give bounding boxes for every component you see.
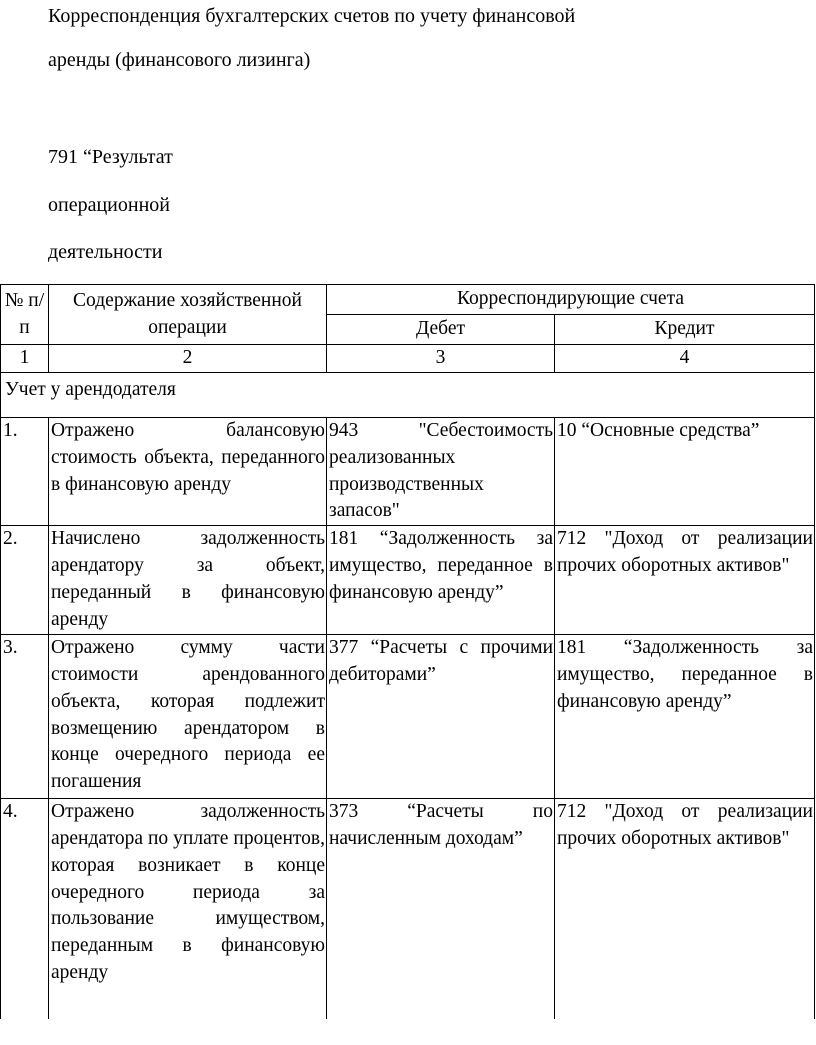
account-line-3: деятельности xyxy=(48,241,163,263)
table-header-row xyxy=(1,285,815,315)
accounts-correspondence-table xyxy=(0,284,815,1019)
row-content: Отражено балансовую стоимость объекта, переданного в финансовую аренду xyxy=(49,418,327,526)
row-credit: 10 “Основные средства” xyxy=(555,418,815,526)
table-row xyxy=(1,635,815,799)
table-row xyxy=(1,526,815,635)
row-debit: 943 "Себестоимость реализованных производственных запасов" xyxy=(327,418,555,526)
row-num: 3. xyxy=(1,635,49,799)
header-credit: Кредит xyxy=(555,315,815,345)
header-debit: Дебет xyxy=(327,315,555,345)
row-debit: 377 “Расчеты с прочими дебиторами” xyxy=(327,635,555,799)
row-num: 4. xyxy=(1,799,49,1019)
col-number: 4 xyxy=(555,345,815,373)
row-num: 2. xyxy=(1,526,49,635)
row-credit: 712 "Доход от реализации прочих оборотных активов" xyxy=(555,799,815,1019)
table-row xyxy=(1,799,815,1019)
section-row xyxy=(1,373,815,418)
title-line-2: аренды (финансового лизинга) xyxy=(48,49,311,71)
row-content: Начислено задолженность арендатору за объект, переданный в финансовую аренду xyxy=(49,526,327,635)
section-title: Учет у арендодателя xyxy=(1,373,815,418)
row-content: Отражено сумму части стоимости арендованного объекта, которая подлежит возмещению арендатором в конце очередного периода ее погашения xyxy=(49,635,327,799)
row-content: Отражено задолженность арендатора по уплате процентов, которая возникает в конце очередного периода за пользование имуществом, переданным в финансовую аренду xyxy=(49,799,327,1019)
title-line-1: Корреспонденция бухгалтерских счетов по учету финансовой xyxy=(48,5,576,27)
col-number: 1 xyxy=(1,345,49,373)
header-corresponding-accounts: Корреспондирующие счета xyxy=(327,285,815,315)
row-num: 1. xyxy=(1,418,49,526)
header-content: Содержание хозяйственной операции xyxy=(49,285,327,345)
account-line-1: 791 “Результат xyxy=(48,146,173,168)
col-number: 2 xyxy=(49,345,327,373)
column-number-row xyxy=(1,345,815,373)
col-number: 3 xyxy=(327,345,555,373)
header-num: № п/п xyxy=(1,285,49,345)
row-debit: 373 “Расчеты по начисленным доходам” xyxy=(327,799,555,1019)
row-credit: 181 “Задолженность за имущество, переданное в финансовую аренду” xyxy=(555,635,815,799)
table-row xyxy=(1,418,815,526)
account-line-2: операционной xyxy=(48,194,170,216)
row-credit: 712 "Доход от реализации прочих оборотных активов" xyxy=(555,526,815,635)
row-debit: 181 “Задолженность за имущество, переданное в финансовую аренду” xyxy=(327,526,555,635)
